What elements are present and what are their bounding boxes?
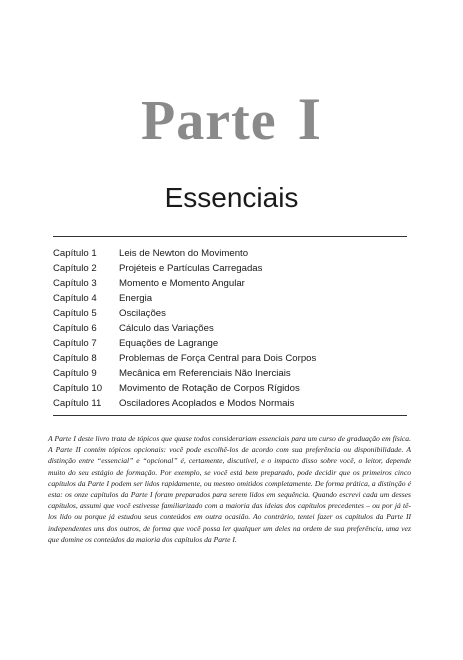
toc-item: [53, 396, 407, 411]
chapter-number: Capítulo 5: [53, 308, 97, 319]
chapter-number: Capítulo 6: [53, 323, 97, 334]
part-numeral: I: [297, 86, 322, 152]
chapter-number: Capítulo 11: [53, 398, 102, 409]
chapter-title: Mecânica em Referenciais Não Inerciais: [119, 368, 291, 379]
toc-item: [53, 246, 407, 261]
chapter-number: Capítulo 7: [53, 338, 97, 349]
chapter-title: Projéteis e Partículas Carregadas: [119, 263, 263, 274]
chapter-title: Oscilações: [119, 308, 166, 319]
chapter-number: Capítulo 1: [53, 248, 97, 259]
chapter-title: Problemas de Força Central para Dois Corpos: [119, 353, 317, 364]
chapter-number: Capítulo 2: [53, 263, 97, 274]
toc-item: [53, 321, 407, 336]
chapter-number: Capítulo 8: [53, 353, 97, 364]
toc-item: [53, 261, 407, 276]
chapter-title: Leis de Newton do Movimento: [119, 248, 249, 259]
chapter-list: [53, 246, 407, 411]
toc-item: [53, 336, 407, 351]
chapter-title: Equações de Lagrange: [119, 338, 219, 349]
intro-paragraph: A Parte I deste livro trata de tópicos que quase todos considerariam essenciais para um curso de graduação em física. A Parte II contém tópicos opcionais: você pode escolhê-los de acordo com sua preferência ou disponibilidade. A distinção entre “essencial” e “opcional” é, certamente, discutível, e o impacto disso sobre você, o leitor, depende muito do seu estágio de formação. Por exemplo, se você está bem preparado, pode decidir que os primeiros cinco capítulos da Parte I podem ser lidos rapidamente, ou mesmo omitidos completamente. De forma prática, a distinção é esta: os onze capítulos da Parte I foram preparados para serem lidos em sequência. Quando escrevi cada um desses capítulos, assumi que você estivesse familiarizado com a maioria das ideias dos capítulos precedentes – ou por já tê-los lido ou porque já estudou seus conteúdos em outra ocasião. Ao contrário, tentei fazer os capítulos da Parte II independentes uns dos outros, de forma que você possa ler qualquer um deles na ordem de sua preferência, uma vez que domine os conteúdos da maioria dos capítulos da Parte I.: [48, 434, 411, 544]
chapter-title: Osciladores Acoplados e Modos Normais: [119, 398, 295, 409]
chapter-title: Energia: [119, 293, 153, 304]
chapter-title: Cálculo das Variações: [119, 323, 214, 334]
toc-item: [53, 351, 407, 366]
chapter-title: Movimento de Rotação de Corpos Rígidos: [119, 383, 300, 394]
part-subtitle: Essenciais: [164, 182, 299, 213]
chapter-number: Capítulo 4: [53, 293, 97, 304]
chapter-number: Capítulo 3: [53, 278, 97, 289]
toc-item: [53, 381, 407, 396]
toc-top-rule: [53, 236, 407, 237]
toc-item: [53, 291, 407, 306]
toc-bottom-rule: [53, 415, 407, 416]
part-title: [0, 86, 463, 154]
toc-item: [53, 306, 407, 321]
toc-item: [53, 276, 407, 291]
chapter-title: Momento e Momento Angular: [119, 278, 245, 289]
chapter-number: Capítulo 10: [53, 383, 103, 394]
part-word: Parte: [141, 90, 277, 152]
chapter-number: Capítulo 9: [53, 368, 97, 379]
toc-item: [53, 366, 407, 381]
